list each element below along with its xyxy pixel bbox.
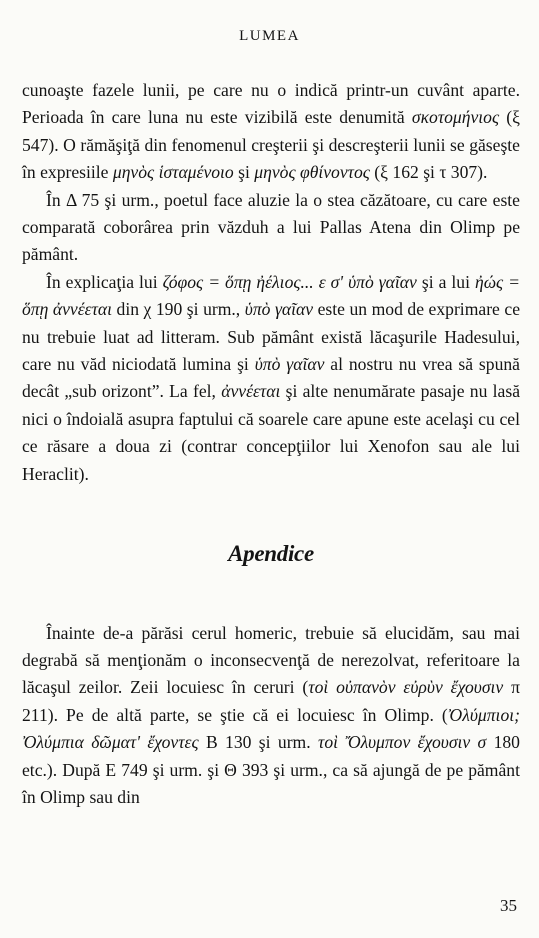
text-segment: 180 etc.). După E 749 şi urm. şi Θ 393 şi urm., ca să ajungă de pe pământ în Olimp sau din <box>22 732 520 807</box>
text-segment: şi alte nenumărate pasaje nu lasă nici o îndoială asupra faptului că soarele care apune este acelaşi cu cel ce răsare a doua zi (contrar concepţiilor lui Xenofon sau ale lui Heraclit). <box>22 381 521 484</box>
text-segment: al nostru nu vrea să spună decât „sub orizont”. La fel, <box>22 354 520 402</box>
greek-term: μηνὸς ἱσταμένοιο <box>112 162 234 183</box>
text-segment: cunoaşte fazele lunii, pe care nu o indică printr-un cuvânt aparte. Perioada în care luna nu este vizibilă este denumită <box>22 80 520 128</box>
text-segment: şi <box>233 162 255 183</box>
text-segment: Înainte de-a părăsi cerul homeric, trebuie să elucidăm, sau mai degrabă să menţionăm o inconsecvenţă de nerezolvat, referitoare la lăcaşul zeilor. Zeii locuiesc în ceruri ( <box>22 622 520 698</box>
greek-term: ἀννέεται <box>221 381 281 402</box>
text-segment: din χ 190 şi urm., <box>112 299 245 320</box>
text-segment: (ξ 547). O rămăşiţă din fenomenul creşterii şi descreşterii lunii se găseşte în expresiile <box>22 107 520 183</box>
greek-term: τοὶ οὐπανὸν εὐρὺν ἔχουσιν <box>308 677 504 698</box>
greek-term: ὑπὸ γαῖαν <box>254 354 325 375</box>
text-segment: este un mod de exprimare ce nu trebuie luat ad litteram. Sub pământ există lăcaşurile Hadesului, care nu văd niciodată lumina şi <box>22 299 521 375</box>
text-segment: şi a lui <box>416 271 475 292</box>
text-segment: B 130 şi urm. <box>198 732 319 753</box>
text-segment: În explicaţia lui <box>46 271 163 292</box>
text-segment: (ξ 162 şi τ 307). <box>369 162 488 183</box>
greek-term: ὑπὸ γαῖαν <box>244 299 314 320</box>
greek-term: μηνὸς φθίνοντος <box>254 162 370 183</box>
greek-term: ἠώς = ὅπῃ ἀννέεται <box>22 271 520 320</box>
greek-term: σκοτομήνιος <box>411 107 500 128</box>
page-body <box>22 77 520 811</box>
page-number: 35 <box>500 896 517 915</box>
text-segment: π 211). Pe de altă parte, se ştie că ei locuiesc în Olimp. ( <box>22 677 521 725</box>
running-header: LUMEA <box>239 28 300 44</box>
appendix-heading: Apendice <box>228 541 314 567</box>
paragraph-gods-dwelling <box>22 620 520 812</box>
paragraph-falling-star: În Δ 75 şi urm., poetul face aluzie la o stea căzătoare, cu care este comparată coborârea prin văzduh a lui Pallas Atena din Olimp pe pământ. <box>22 189 520 265</box>
greek-term: Ὀλύμπιοι; Ὀλύμπια δῶματ' ἔχοντες <box>22 704 520 753</box>
greek-term: τοὶ Ὄλυμπον ἔχουσιν σ <box>318 732 487 753</box>
greek-term: ζόφος = ὅπῃ ἠέλιος... ε σ' ὑπὸ γαῖαν <box>162 271 417 292</box>
paragraph-explanation <box>22 269 520 488</box>
paragraph-moon-phases <box>22 77 520 187</box>
